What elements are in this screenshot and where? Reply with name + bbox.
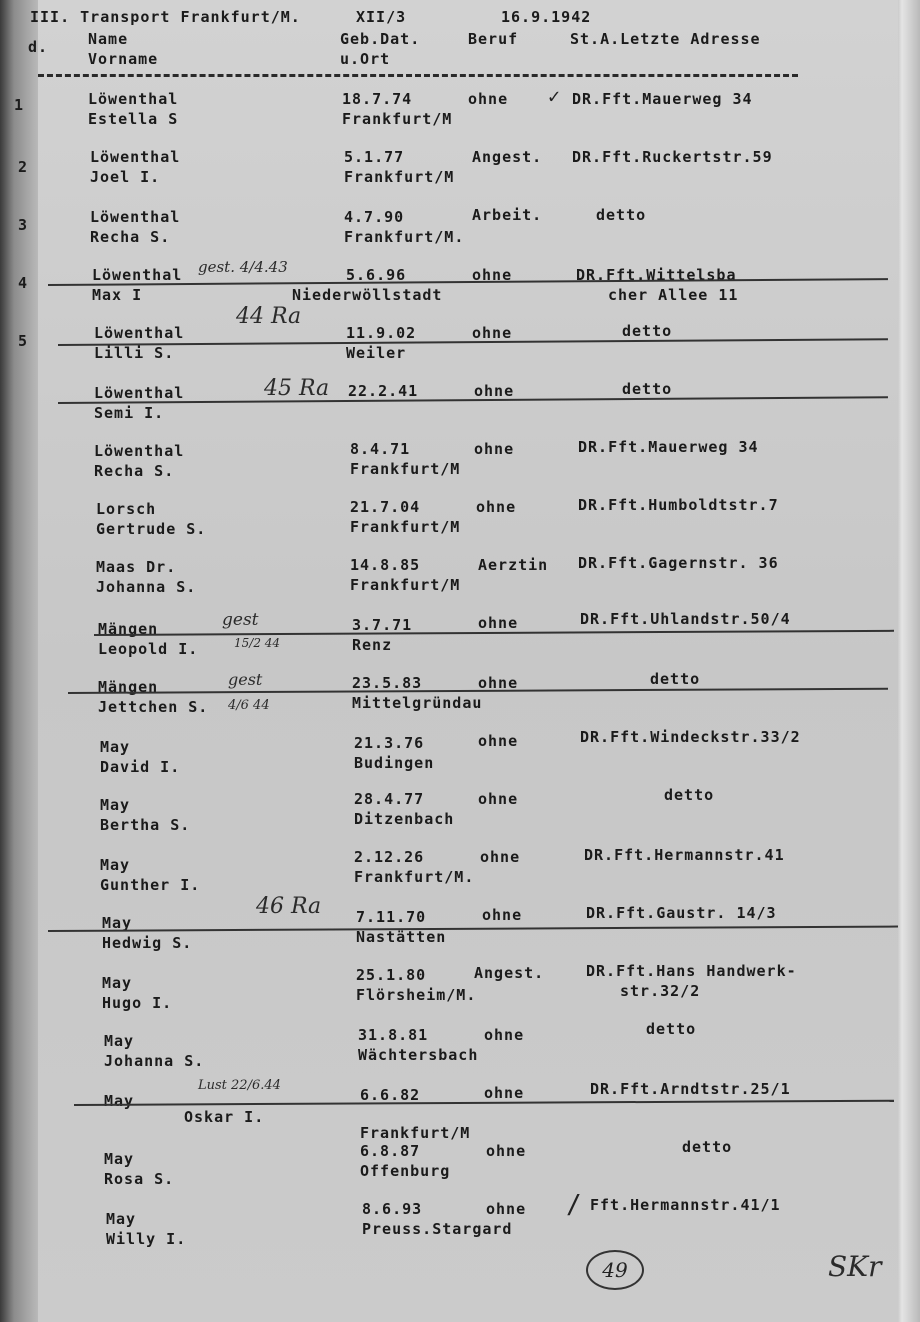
entry-name: Mängen [98,678,159,696]
entry-name: May [100,856,131,874]
entry-adresse: Fft.Hermannstr.41/1 [590,1196,781,1214]
entry-adresse: DR.Fft.Wittelsba [576,266,737,284]
entry-vorname: Gunther I. [100,876,201,894]
document-page [14,0,898,1322]
entry-adresse: DR.Fft.Mauerweg 34 [572,90,753,108]
handwritten-note: 46 Ra [256,894,322,919]
entry-vorname: Gertrude S. [96,520,207,538]
entry-geb: 6.8.87 [360,1142,421,1160]
entry-adresse: DR.Fft.Mauerweg 34 [578,438,759,456]
entry-ort: Frankfurt/M [350,518,461,536]
entry-adresse: DR.Fft.Hermannstr.41 [584,846,785,864]
entry-beruf: ohne [478,614,519,632]
check-mark: ✓ [548,84,561,108]
entry-vorname: Bertha S. [100,816,191,834]
entry-geb: 18.7.74 [342,90,413,108]
entry-geb: 2.12.26 [354,848,425,866]
entry-vorname: Johanna S. [96,578,197,596]
page-number: 49 [586,1250,644,1290]
entry-geb: 8.6.93 [362,1200,423,1218]
entry-beruf: ohne [476,498,517,516]
entry-ort: Frankfurt/M [342,110,453,128]
entry-ort: Frankfurt/M [360,1124,471,1142]
entry-ort: Niederwöllstadt [292,286,443,304]
entry-beruf: ohne [478,790,519,808]
handwritten-note: 15/2 44 [234,636,281,650]
entry-adresse: detto [622,380,673,398]
entry-beruf: ohne [486,1142,527,1160]
entry-name: Löwenthal [92,266,183,284]
entry-geb: 6.6.82 [360,1086,421,1104]
entry-name: May [106,1210,137,1228]
entry-vorname: Joel I. [90,168,161,186]
signature: SKr [828,1250,882,1283]
column-name: Name [88,30,129,48]
entry-name: Löwenthal [90,208,181,226]
entry-vorname: Johanna S. [104,1052,205,1070]
entry-name: Löwenthal [88,90,179,108]
column-lfd: d. [28,38,49,56]
entry-beruf: ohne [482,906,523,924]
entry-adresse: DR.Fft.Gagernstr. 36 [578,554,779,572]
entry-beruf: ohne [484,1026,525,1044]
entry-beruf: ohne [468,90,509,108]
entry-name: May [104,1150,135,1168]
handwritten-note: gest [222,610,259,630]
entry-vorname: Estella S [88,110,179,128]
entry-beruf: ohne [474,440,515,458]
margin-number: 2 [18,158,29,176]
entry-ort: Preuss.Stargard [362,1220,513,1238]
entry-beruf: Arbeit. [472,206,543,224]
entry-adresse: DR.Fft.Humboldtstr.7 [578,496,779,514]
entry-beruf: ohne [472,266,513,284]
entry-vorname: Semi I. [94,404,165,422]
transport-code: XII/3 [356,8,407,26]
entry-vorname: Lilli S. [94,344,175,362]
entry-name: Löwenthal [94,442,185,460]
entry-name: May [102,974,133,992]
handwritten-note: 4/6 44 [228,698,270,713]
entry-vorname: Recha S. [94,462,175,480]
entry-adresse-cont: cher Allee 11 [608,286,739,304]
column-vorname: Vorname [88,50,159,68]
handwritten-note: 44 Ra [236,304,302,329]
entry-ort: Nastätten [356,928,447,946]
entry-geb: 5.6.96 [346,266,407,284]
entry-vorname: Rosa S. [104,1170,175,1188]
entry-adresse: DR.Fft.Ruckertstr.59 [572,148,773,166]
entry-beruf: ohne [480,848,521,866]
header-rule [38,74,798,77]
entry-vorname: Leopold I. [98,640,199,658]
column-adresse: St.A.Letzte Adresse [570,30,761,48]
entry-ort: Offenburg [360,1162,451,1180]
book-gutter [0,0,40,1322]
entry-adresse: DR.Fft.Arndtstr.25/1 [590,1080,791,1098]
entry-beruf: ohne [478,674,519,692]
entry-adresse: detto [596,206,647,224]
entry-beruf: Angest. [472,148,543,166]
transport-title: III. Transport Frankfurt/M. [30,8,301,26]
entry-name: Löwenthal [94,324,185,342]
entry-geb: 21.7.04 [350,498,421,516]
entry-name: Maas Dr. [96,558,177,576]
entry-ort: Frankfurt/M [344,168,455,186]
entry-ort: Wächtersbach [358,1046,479,1064]
column-beruf: Beruf [468,30,519,48]
column-ort: u.Ort [340,50,391,68]
entry-name: Mängen [98,620,159,638]
entry-adresse-cont: str.32/2 [620,982,701,1000]
entry-beruf: Aerztin [478,556,549,574]
entry-ort: Frankfurt/M [350,460,461,478]
entry-adresse: DR.Fft.Windeckstr.33/2 [580,728,801,746]
strike-line [48,926,898,932]
bracket-mark: / [566,1190,582,1220]
entry-name: May [100,738,131,756]
entry-geb: 14.8.85 [350,556,421,574]
entry-name: May [100,796,131,814]
entry-adresse: detto [650,670,701,688]
entry-ort: Renz [352,636,393,654]
entry-geb: 4.7.90 [344,208,405,226]
entry-vorname: David I. [100,758,181,776]
margin-number: 1 [14,96,25,114]
entry-vorname: Max I [92,286,143,304]
margin-number: 5 [18,332,29,350]
entry-beruf: ohne [486,1200,527,1218]
entry-beruf: ohne [474,382,515,400]
entry-vorname: Hugo I. [102,994,173,1012]
entry-name: Löwenthal [90,148,181,166]
entry-ort: Frankfurt/M. [344,228,465,246]
entry-ort: Frankfurt/M [350,576,461,594]
entry-geb: 8.4.71 [350,440,411,458]
entry-geb: 23.5.83 [352,674,423,692]
entry-adresse: detto [664,786,715,804]
transport-date: 16.9.1942 [501,8,592,26]
margin-number: 3 [18,216,29,234]
entry-beruf: ohne [478,732,519,750]
handwritten-note: 45 Ra [264,376,330,401]
handwritten-note: gest [228,670,263,689]
entry-adresse: DR.Fft.Hans Handwerk- [586,962,797,980]
entry-vorname: Jettchen S. [98,698,209,716]
entry-adresse: DR.Fft.Gaustr. 14/3 [586,904,777,922]
margin-number: 4 [18,274,29,292]
entry-adresse: detto [682,1138,733,1156]
handwritten-note: Lust 22/6.44 [198,1078,281,1093]
entry-name: Löwenthal [94,384,185,402]
entry-geb: 28.4.77 [354,790,425,808]
entry-adresse: DR.Fft.Uhlandstr.50/4 [580,610,791,628]
entry-name: May [104,1092,135,1110]
entry-ort: Flörsheim/M. [356,986,477,1004]
entry-name: May [104,1032,135,1050]
entry-name: Lorsch [96,500,157,518]
entry-ort: Weiler [346,344,407,362]
entry-geb: 7.11.70 [356,908,427,926]
entry-vorname: Hedwig S. [102,934,193,952]
entry-geb: 25.1.80 [356,966,427,984]
entry-vorname: Recha S. [90,228,171,246]
entry-ort: Mittelgründau [352,694,483,712]
entry-adresse: detto [646,1020,697,1038]
handwritten-note: gest. 4/4.43 [198,258,288,276]
entry-beruf: ohne [484,1084,525,1102]
entry-geb: 31.8.81 [358,1026,429,1044]
entry-geb: 5.1.77 [344,148,405,166]
entry-name: May [102,914,133,932]
entry-geb: 22.2.41 [348,382,419,400]
entry-geb: 11.9.02 [346,324,417,342]
entry-geb: 21.3.76 [354,734,425,752]
entry-vorname: Willy I. [106,1230,187,1248]
entry-vorname: Oskar I. [184,1108,265,1126]
entry-geb: 3.7.71 [352,616,413,634]
entry-ort: Ditzenbach [354,810,455,828]
column-geb: Geb.Dat. [340,30,421,48]
entry-ort: Budingen [354,754,435,772]
entry-ort: Frankfurt/M. [354,868,475,886]
entry-beruf: ohne [472,324,513,342]
entry-beruf: Angest. [474,964,545,982]
entry-adresse: detto [622,322,673,340]
